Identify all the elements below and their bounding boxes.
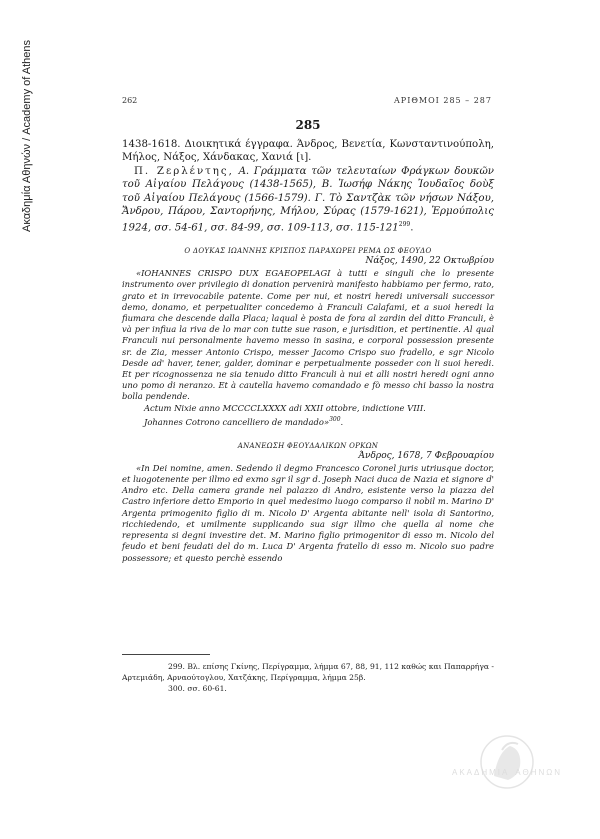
document-1-signature (144, 414, 494, 428)
bibliography-end: . (410, 222, 414, 234)
footnote-300: 300. σσ. 60-61. (168, 684, 227, 693)
entry-description: 1438-1618. Διοικητικά έγγραφα. Άνδρος, Βενετία, Κωνσταντινούπολη, Μήλος, Νάξος, Χάνδακας, Χανιά [ι]. (122, 139, 494, 164)
running-head-title: ΑΡΙΘΜΟΙ 285 – 287 (394, 96, 492, 105)
footnote-rule (122, 654, 210, 655)
academy-emblem-icon (452, 732, 562, 802)
bibliography-author: Π. Ζερλέντης, (134, 165, 234, 177)
document-1-signature-end: . (340, 416, 344, 427)
footnotes (122, 654, 494, 694)
bibliography (122, 165, 494, 235)
watermark-text-right: ΑΘΗΝΩΝ (515, 768, 562, 777)
page-number: 262 (122, 96, 138, 105)
document-2-date: Άνδρος, 1678, 7 Φεβρουαρίου (358, 450, 494, 461)
academy-watermark (452, 732, 562, 802)
archive-side-label: Ακαδημία Αθηνών / Academy of Athens (21, 40, 33, 233)
document-1-signature-text: Johannes Cotrono cancelliero de mandado» (144, 416, 330, 427)
watermark-text-left: ΑΚΑΔΗΜΙΑ (452, 768, 510, 777)
document-1-date: Νάξος, 1490, 22 Οκτωβρίου (365, 256, 494, 267)
document-1-title: Ο ΔΟΥΚΑΣ ΙΩΑΝΝΗΣ ΚΡΙΣΠΟΣ ΠΑΡΑΧΩΡΕΙ ΡΕΜΑ ΩΣ ΦΕΟΥΔΟ (184, 247, 432, 256)
document-1-actum: Actum Nixie anno MCCCCLXXXX adi XXII ottobre, indictione VIII. (144, 402, 426, 413)
page-content (122, 118, 494, 564)
document-2-title: ΑΝΑΝΕΩΣΗ ΦΕΟΥΔΑΛΙΚΩΝ ΟΡΚΩΝ (237, 441, 379, 450)
footnote-299: 299. Βλ. επίσης Γκίνης, Περίγραμμα, λήμμα 67, 88, 91, 112 καθώς και Παπαρρήγα - Αρτεμιάδη, Αρναούτογλου, Χατζάκης, Περίγραμμα, λήμμα 25β. (122, 662, 494, 682)
entry-description-block (122, 138, 494, 235)
document-1-body: «IOHANNES CRISPO DUX EGAEOPELAGI à tutti e singuli che lo presente instrumento over privilegio di donation pervenirà manifesto habbiamo per fermo, rato, grato et in irrevocabile patente. Come per nui, et nostri heredi universali successor demo, donamo, et perpetualiter concedemo à Franculi Calafami, et a suoi heredi la fiumara che descende dalla Placa; laqual è posta de fora al zardin del ditto Franculi, è và per infiua la riva de lo mar con tutte sue rason, e jurisdition, et pertinentie. Al qual Franculi nui personalmente havemo messo in sasina, e corporal possession presente sr. de Zia, messer Antonio Crispo, messer Jacomo Crispo suo fradello, e sgr Nicolo Desde ad' haver, tener, galder, dominar e perpetualmente posseder con li suoi heredi. Et per ricognossenza ne sia tenudo ditto Franculi à nui et alli nostri heredi ogni anno uno pomo di neranzo. Et à cautella havemo comandado e fò messo chi basso la nostra bolla pendende. (122, 268, 494, 402)
document-2-body: «In Dei nomine, amen. Sedendo il degmo Francesco Coronel juris utriusque doctor, et luogotenente per illmo ed exmo sgr il sgr d. Joseph Naci duca de Nazia et signore d' Andro etc. Della camera grande nel palazzo di Andro, esistente verso la piazza del Castro inferiore detto Emporio in quel medesimo luogo comparso il nobil m. Marino D' Argenta primogenito figlio di m. Nicolo D' Argenta abitante nell' isola di Santorino, ricchiedendo, et umilmente supplicando sua sigr illmo che quella al nome che representa si degni investire det. M. Marino figlio primogenitor di esso m. Nicolo del feudo et beni feudati del do m. Luca D' Argenta fratello di esso m. Nicolo suo padre possessore; et questo perchè essendo (122, 462, 494, 563)
bibliography-text: Α. Γράμματα τῶν τελευταίων Φράγκων δουκῶν τοῦ Αἰγαίου Πελάγους (1438-1565), Β. Ἰωσήφ Νάκης Ἰουδαῖος δοὺξ τοῦ Αἰγαίου Πελάγους (1566-1579). Γ. Τὸ Σαντζὰκ τῶν νήσων Νάξου, Ἄνδρου, Πάρου, Σαντορήνης, Μήλου, Σύρας (1579-1621), Ἑρμούπολις 1924, σσ. 54-61, σσ. 84-99, σσ. 109-113, σσ. 115-121 (122, 165, 494, 234)
footnote-ref-300: 300 (329, 415, 341, 423)
footnote-ref-299: 299 (398, 221, 411, 229)
entry-number: 285 (295, 118, 321, 132)
